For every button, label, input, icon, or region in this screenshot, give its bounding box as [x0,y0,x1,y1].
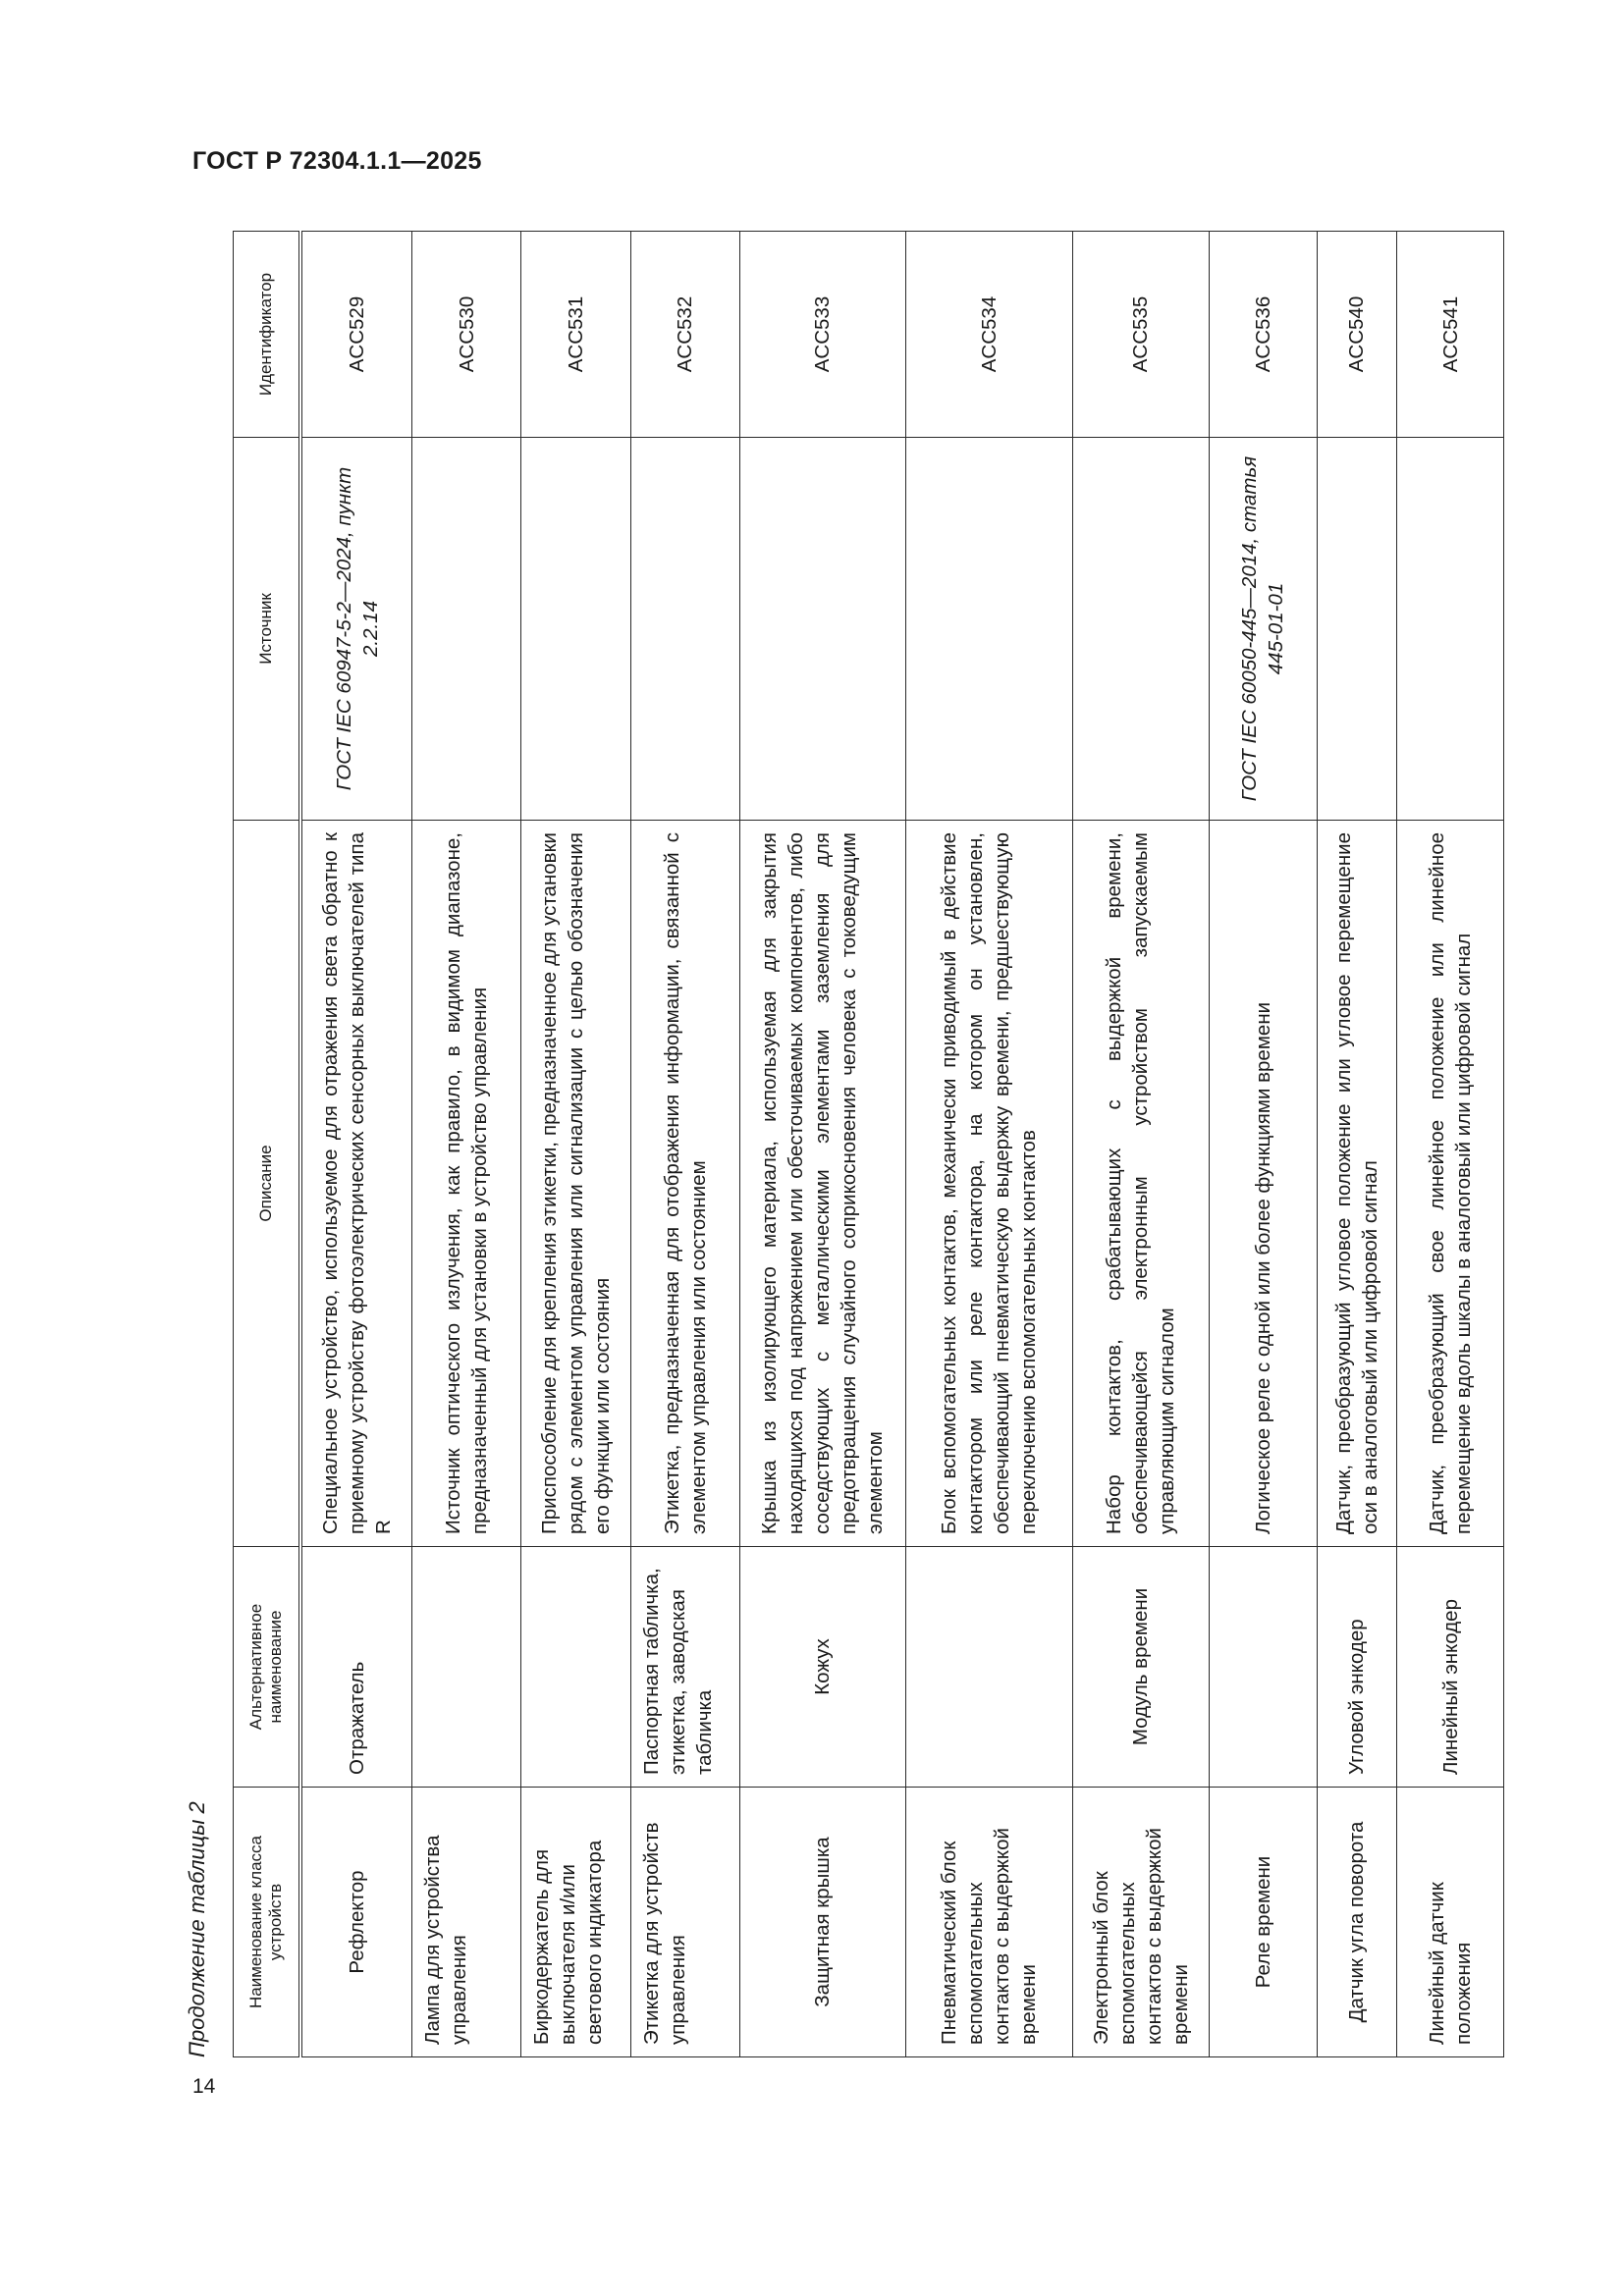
cell-alt: Модуль времени [1072,1547,1209,1788]
cell-src [1072,438,1209,821]
cell-alt: Угловой энкодер [1317,1547,1397,1788]
header-name: Наименование класса устройств [234,1788,301,2057]
cell-id: ACC540 [1317,232,1397,438]
cell-src [412,438,521,821]
cell-desc: Крышка из изолирующего материала, используемая для закрытия находящихся под напряжением или обесточиваемых компонентов, либо соседствующих с металлическими элементами заземления для предотвращения случайного соприкосновения человека с токоведущим элементом [739,821,905,1547]
device-class-table [233,231,1504,2057]
table-row [905,232,1072,2057]
cell-desc: Набор контактов, срабатывающих с выдержкой времени, обеспечивающейся электронным устройством запускаемым управляющим сигналом [1072,821,1209,1547]
cell-name: Пневматический блок вспомогательных контактов с выдержкой времени [905,1788,1072,2057]
cell-alt: Отражатель [300,1547,412,1788]
cell-desc: Специальное устройство, используемое для отражения света обратно к приемному устройству фотоэлектрических сенсорных выключателей типа R [300,821,412,1547]
cell-alt [1209,1547,1317,1788]
cell-src: ГОСТ IEC 60947-5-2—2024, пункт 2.2.14 [300,438,412,821]
table-row [1397,232,1504,2057]
cell-src [630,438,739,821]
cell-src [739,438,905,821]
cell-id: ACC541 [1397,232,1504,438]
cell-desc: Датчик, преобразующий свое линейное положение или линейное перемещение вдоль шкалы в аналоговый или цифровой сигнал [1397,821,1504,1547]
table-row [1209,232,1317,2057]
cell-desc: Датчик, преобразующий угловое положение или угловое перемещение оси в аналоговый или цифровой сигнал [1317,821,1397,1547]
cell-id: ACC529 [300,232,412,438]
cell-id: ACC533 [739,232,905,438]
cell-id: ACC534 [905,232,1072,438]
table-row [412,232,521,2057]
cell-alt [521,1547,631,1788]
table-header-row [234,232,301,2057]
cell-name: Электронный блок вспомогательных контактов с выдержкой времени [1072,1788,1209,2057]
cell-name: Этикетка для устройств управления [630,1788,739,2057]
cell-desc: Приспособление для крепления этикетки, предназначенное для установки рядом с элементом управления или сигнализации с целью обозначения его функции или состояния [521,821,631,1547]
cell-id: ACC532 [630,232,739,438]
cell-alt [412,1547,521,1788]
header-id: Идентификатор [234,232,301,438]
cell-id: ACC530 [412,232,521,438]
header-desc: Описание [234,821,301,1547]
document-code: ГОСТ Р 72304.1.1—2025 [192,147,482,175]
cell-desc: Логическое реле с одной или более функциями времени [1209,821,1317,1547]
page-number: 14 [192,2075,216,2098]
cell-src [521,438,631,821]
cell-alt: Линейный энкодер [1397,1547,1504,1788]
cell-id: ACC531 [521,232,631,438]
cell-name: Рефлектор [300,1788,412,2057]
cell-name: Биркодержатель для выключателя и/или светового индикатора [521,1788,631,2057]
cell-src [905,438,1072,821]
table-row [300,232,412,2057]
table-row [1317,232,1397,2057]
table-row [630,232,739,2057]
cell-desc: Этикетка, предназначенная для отображения информации, связанной с элементом управления или состоянием [630,821,739,1547]
cell-name: Датчик угла поворота [1317,1788,1397,2057]
cell-src: ГОСТ IEC 60050-445—2014, статья 445-01-01 [1209,438,1317,821]
cell-desc: Источник оптического излучения, как правило, в видимом диапазоне, предназначенный для установки в устройство управления [412,821,521,1547]
rotated-table-area [177,153,1476,2057]
cell-alt: Кожух [739,1547,905,1788]
table-row [739,232,905,2057]
cell-alt: Паспортная табличка, этикетка, заводская табличка [630,1547,739,1788]
table-row [521,232,631,2057]
cell-alt [905,1547,1072,1788]
cell-name: Защитная крышка [739,1788,905,2057]
cell-id: ACC536 [1209,232,1317,438]
cell-src [1397,438,1504,821]
cell-id: ACC535 [1072,232,1209,438]
cell-name: Лампа для устройства управления [412,1788,521,2057]
cell-desc: Блок вспомогательных контактов, механически приводимый в действие контактором или реле контактора, на котором он установлен, обеспечивающий пневматическую выдержку времени, предшествующую переключению вспомогательных контактов [905,821,1072,1547]
table-row [1072,232,1209,2057]
cell-name: Линейный датчик положения [1397,1788,1504,2057]
header-alt: Альтернативное наименование [234,1547,301,1788]
cell-src [1317,438,1397,821]
table-caption: Продолжение таблицы 2 [185,1801,209,2057]
header-src: Источник [234,438,301,821]
cell-name: Реле времени [1209,1788,1317,2057]
